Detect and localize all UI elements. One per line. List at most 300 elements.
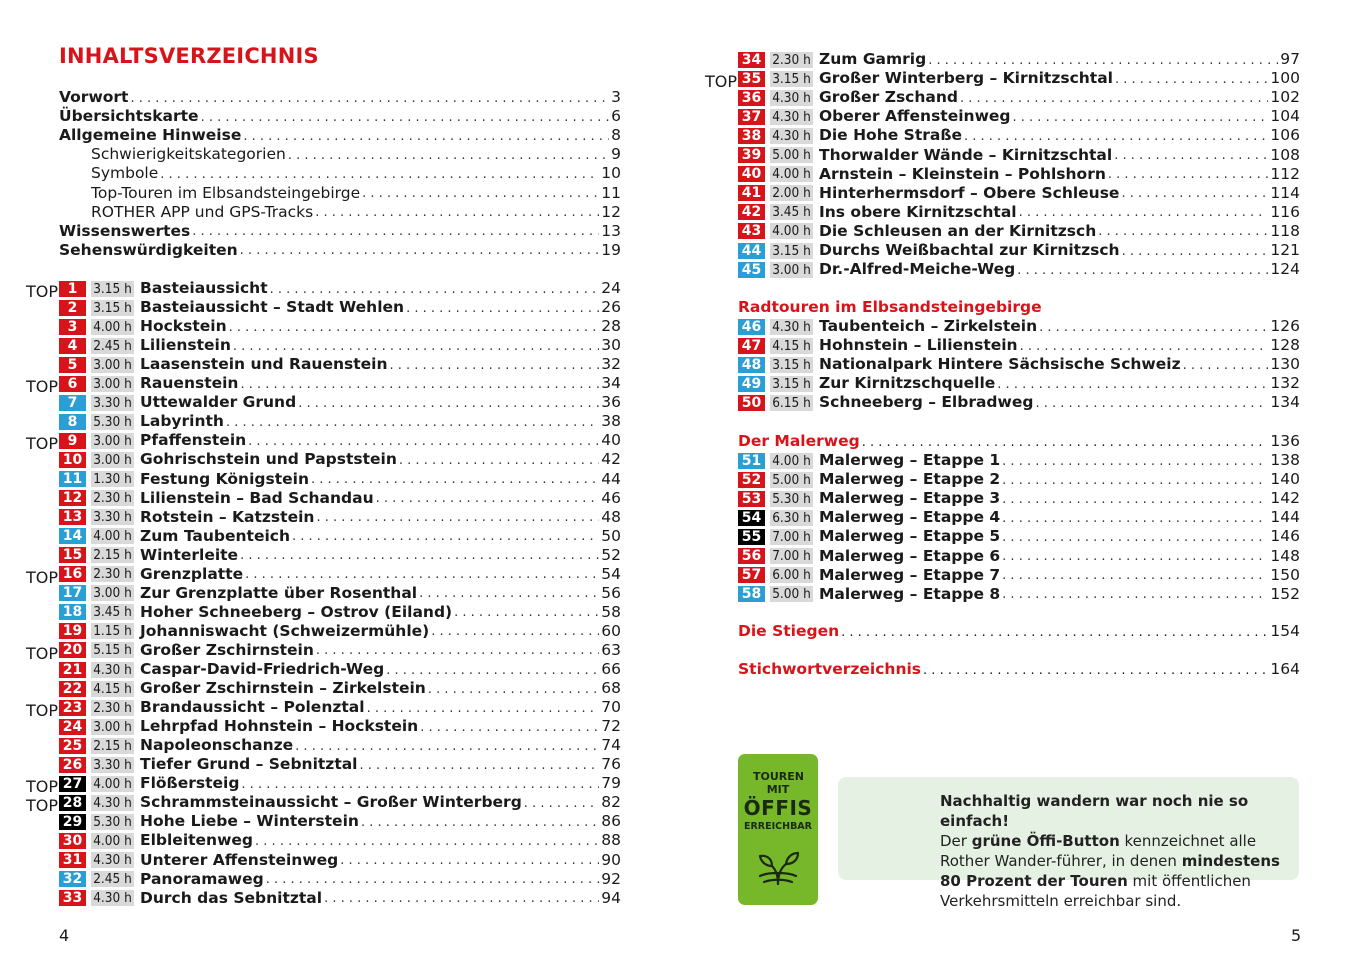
tour-row[interactable] [738, 585, 1300, 604]
tour-number: 55 [738, 529, 765, 545]
tour-number: 36 [738, 90, 765, 106]
leader-dots [376, 488, 600, 508]
tour-row[interactable] [59, 755, 621, 774]
tour-duration: 3.15 h [770, 357, 813, 373]
tour-name: Oberer Affensteinweg [819, 107, 1011, 126]
tour-row[interactable] [59, 641, 621, 660]
tour-number: 57 [738, 567, 765, 583]
tour-page: 148 [1270, 546, 1300, 565]
front-sub-item[interactable] [91, 145, 621, 164]
malerweg-heading-label: Der Malerweg [738, 432, 860, 450]
tour-name: Schrammsteinaussicht – Großer Winterberg [140, 793, 522, 812]
tour-duration: 1.30 h [91, 471, 134, 487]
front-sub-item-page: 10 [601, 164, 621, 183]
stiegen-heading[interactable] [738, 622, 1300, 641]
leader-dots [1035, 393, 1268, 413]
tour-row[interactable] [59, 698, 621, 717]
leader-dots [240, 374, 599, 394]
stiegen-heading-label: Die Stiegen [738, 622, 840, 640]
tour-number: 9 [59, 433, 86, 449]
tour-page: 142 [1270, 489, 1300, 508]
info-bold-part: mindestens 80 Prozent der Touren [940, 852, 1280, 890]
front-sub-item[interactable] [91, 164, 621, 183]
tour-row[interactable] [738, 69, 1300, 88]
tour-name: Hohe Liebe – Winterstein [140, 812, 359, 831]
tour-row[interactable] [738, 336, 1300, 355]
tour-duration: 7.00 h [770, 548, 813, 564]
tour-row[interactable] [59, 279, 621, 298]
tour-number: 37 [738, 109, 765, 125]
tour-page: 90 [601, 850, 621, 869]
leader-dots [298, 393, 599, 413]
tour-page: 48 [601, 507, 621, 526]
tour-row[interactable] [738, 527, 1300, 546]
tour-row[interactable] [738, 489, 1300, 508]
front-item[interactable] [59, 126, 621, 145]
top-badge: TOP [26, 796, 59, 816]
tour-name: Malerweg – Etappe 1 [819, 451, 1001, 469]
tour-number: 52 [738, 472, 765, 488]
tour-number: 7 [59, 395, 86, 411]
leader-dots [324, 888, 599, 908]
tour-page: 58 [601, 602, 621, 621]
tour-row[interactable] [738, 165, 1300, 184]
tour-page: 36 [601, 393, 621, 412]
tour-duration: 5.30 h [91, 414, 134, 430]
leader-dots [315, 202, 599, 222]
tour-page: 63 [601, 640, 621, 659]
tour-name: Zur Kirnitzschquelle [819, 374, 996, 393]
index-heading-label: Stichwortverzeichnis [738, 660, 922, 678]
tour-row[interactable] [59, 584, 621, 603]
front-sub-item-page: 12 [601, 202, 621, 221]
tour-name: Durchs Weißbachtal zur Kirnitzsch [819, 241, 1120, 259]
tour-number: 19 [59, 623, 86, 639]
tour-row[interactable] [738, 547, 1300, 566]
info-text-part: kennzeichnet alle Rother Wander-führer, in denen [940, 832, 1257, 870]
tour-page: 46 [601, 488, 621, 507]
tour-page: 118 [1270, 221, 1300, 240]
tour-row[interactable] [59, 298, 621, 317]
front-item-page: 8 [611, 126, 621, 145]
tour-number: 47 [738, 338, 765, 354]
tour-row[interactable] [59, 679, 621, 698]
tour-number: 32 [59, 871, 86, 887]
tour-row[interactable] [738, 355, 1300, 374]
tour-page: 112 [1270, 164, 1300, 183]
front-sub-item-label: Top-Touren im Elbsandsteingebirge [91, 183, 361, 202]
tour-row[interactable] [59, 831, 621, 850]
tour-page: 68 [601, 679, 621, 698]
tour-number: 35 [738, 71, 765, 87]
tour-number: 3 [59, 319, 86, 335]
tour-row[interactable] [59, 870, 621, 889]
tour-row[interactable] [59, 622, 621, 641]
tour-row[interactable] [738, 146, 1300, 165]
tour-row[interactable] [738, 260, 1300, 279]
tour-duration: 3.15 h [770, 376, 813, 392]
tour-number: 49 [738, 376, 765, 392]
top-badge: TOP [26, 434, 59, 454]
leader-dots [964, 126, 1268, 146]
front-item-label: Allgemeine Hinweise [59, 126, 242, 145]
tour-row[interactable] [738, 222, 1300, 241]
tour-duration: 4.30 h [91, 890, 134, 906]
tour-name: Lilienstein – Bad Schandau [140, 488, 374, 507]
tour-number: 41 [738, 185, 765, 201]
tour-name: Malerweg – Etappe 6 [819, 546, 1001, 565]
page-number-left: 4 [59, 926, 70, 945]
tour-duration: 3.30 h [91, 509, 134, 525]
tour-duration: 4.30 h [91, 852, 134, 868]
front-sub-item-page: 11 [601, 183, 621, 202]
leader-dots [229, 317, 600, 337]
tour-duration: 3.00 h [91, 357, 134, 373]
tour-row[interactable] [738, 184, 1300, 203]
tour-row[interactable] [738, 470, 1300, 489]
leader-dots [201, 107, 610, 127]
tour-number: 46 [738, 319, 765, 335]
leader-dots [1019, 202, 1269, 222]
front-item-page: 13 [601, 221, 621, 240]
front-sub-item[interactable] [91, 184, 621, 203]
tour-duration: 2.30 h [770, 52, 813, 68]
tour-number: 56 [738, 548, 765, 564]
tour-name: Großer Zschand [819, 88, 958, 107]
tour-number: 48 [738, 357, 765, 373]
tour-row[interactable] [738, 50, 1300, 69]
tour-duration: 2.15 h [91, 547, 134, 563]
tour-number: 12 [59, 490, 86, 506]
tour-row[interactable] [59, 470, 621, 489]
tour-name: Durch das Sebnitztal [140, 888, 323, 907]
oeffi-badge [738, 754, 818, 905]
tour-duration: 3.15 h [91, 281, 134, 297]
leader-dots [240, 545, 599, 565]
tour-number: 2 [59, 300, 86, 316]
tour-page: 144 [1270, 508, 1300, 527]
tour-row[interactable] [59, 393, 621, 412]
tour-duration: 3.30 h [91, 757, 134, 773]
tour-row[interactable] [738, 508, 1300, 527]
leader-dots [406, 298, 599, 318]
tour-row[interactable] [59, 431, 621, 450]
tour-number: 40 [738, 166, 765, 182]
tour-page: 150 [1270, 565, 1300, 584]
tour-number: 21 [59, 662, 86, 678]
tour-page: 82 [601, 793, 621, 812]
front-sub-item-page: 9 [611, 145, 621, 164]
leader-dots [1002, 451, 1268, 471]
tour-duration: 3.00 h [770, 262, 813, 278]
leader-dots [362, 183, 599, 203]
tour-row[interactable] [59, 717, 621, 736]
tour-duration: 3.00 h [91, 452, 134, 468]
tour-duration: 1.15 h [91, 623, 134, 639]
tour-number: 18 [59, 604, 86, 620]
tour-duration: 2.15 h [91, 738, 134, 754]
info-box [838, 777, 1299, 910]
tour-number: 29 [59, 814, 86, 830]
leader-dots [367, 698, 600, 718]
tour-number: 23 [59, 700, 86, 716]
tour-number: 58 [738, 586, 765, 602]
tour-row[interactable] [738, 107, 1300, 126]
leader-dots [1039, 317, 1268, 337]
leader-dots [316, 507, 599, 527]
tour-number: 13 [59, 509, 86, 525]
tour-row[interactable] [59, 317, 621, 336]
leader-dots [295, 736, 599, 756]
top-badge: TOP [26, 282, 59, 301]
tour-row[interactable] [738, 126, 1300, 145]
tour-row[interactable] [738, 393, 1300, 412]
tour-page: 54 [601, 564, 621, 583]
leader-dots [316, 640, 599, 660]
leader-dots [1114, 145, 1268, 165]
leader-dots [241, 774, 599, 794]
tour-page: 152 [1270, 584, 1300, 603]
tour-duration: 3.00 h [91, 376, 134, 392]
tour-row[interactable] [59, 851, 621, 870]
front-item-page: 6 [611, 107, 621, 126]
tour-page: 50 [601, 526, 621, 545]
leader-dots [248, 431, 599, 451]
tour-page: 34 [601, 374, 621, 393]
leader-dots [361, 812, 599, 832]
tour-row[interactable] [59, 793, 621, 812]
tour-name: Uttewalder Grund [140, 393, 297, 412]
bike-heading-label: Radtouren im Elbsandsteingebirge [738, 298, 1042, 316]
tour-row[interactable] [738, 566, 1300, 585]
tour-name: Malerweg – Etappe 2 [819, 470, 1001, 489]
tour-row[interactable] [59, 889, 621, 908]
front-item[interactable] [59, 107, 621, 126]
tour-name: Ins obere Kirnitzschtal [819, 202, 1017, 221]
index-heading[interactable] [738, 660, 1300, 679]
front-sub-item[interactable] [91, 203, 621, 222]
badge-line-2: ÖFFIS [743, 796, 813, 820]
tour-duration: 3.00 h [91, 433, 134, 449]
bike-heading[interactable] [738, 298, 1042, 317]
tour-name: Malerweg – Etappe 3 [819, 489, 1001, 508]
tour-duration: 3.00 h [91, 585, 134, 601]
right-page [679, 0, 1359, 969]
tour-duration: 6.00 h [770, 567, 813, 583]
tour-duration: 5.00 h [770, 147, 813, 163]
tour-number: 16 [59, 566, 86, 582]
tour-duration: 2.30 h [91, 490, 134, 506]
tour-page: 42 [601, 450, 621, 469]
tour-number: 31 [59, 852, 86, 868]
front-item[interactable] [59, 241, 621, 260]
tour-row[interactable] [59, 374, 621, 393]
tour-row[interactable] [59, 412, 621, 431]
tour-page: 130 [1270, 355, 1300, 374]
front-item[interactable] [59, 222, 621, 241]
tour-number: 54 [738, 510, 765, 526]
tour-page: 116 [1270, 202, 1300, 221]
front-item[interactable] [59, 88, 621, 107]
tour-row[interactable] [738, 241, 1300, 260]
tour-row[interactable] [738, 317, 1300, 336]
tour-number: 15 [59, 547, 86, 563]
tour-row[interactable] [59, 603, 621, 622]
leader-dots [1122, 241, 1269, 261]
tour-name: Lehrpfad Hohnstein – Hockstein [140, 717, 419, 736]
tour-row[interactable] [59, 774, 621, 793]
tour-name: Die Hohe Straße [819, 126, 962, 145]
tour-duration: 3.15 h [770, 243, 813, 259]
tour-row[interactable] [59, 355, 621, 374]
front-item-label: Sehenswürdigkeiten [59, 240, 238, 259]
leader-dots [1002, 470, 1268, 490]
top-badge: TOP [26, 377, 59, 397]
tour-row[interactable] [59, 508, 621, 527]
tour-page: 132 [1270, 374, 1300, 393]
tour-duration: 5.15 h [91, 642, 134, 658]
tour-number: 5 [59, 357, 86, 373]
leader-dots [1002, 489, 1268, 509]
tour-page: 24 [601, 279, 621, 297]
tour-duration: 4.15 h [770, 338, 813, 354]
tour-number: 39 [738, 147, 765, 163]
tour-duration: 5.30 h [770, 491, 813, 507]
tour-name: Großer Zschirnstein [140, 640, 314, 659]
tour-name: Caspar-David-Friedrich-Weg [140, 660, 385, 678]
tour-row[interactable] [59, 546, 621, 565]
tour-number: 30 [59, 833, 86, 849]
leader-dots [192, 221, 599, 241]
tour-duration: 4.00 h [91, 528, 134, 544]
tour-row[interactable] [59, 527, 621, 546]
tour-row[interactable] [59, 660, 621, 679]
tour-page: 124 [1270, 260, 1300, 279]
leader-dots [420, 717, 599, 737]
tour-page: 38 [601, 412, 621, 431]
tour-row[interactable] [59, 812, 621, 831]
tour-row[interactable] [738, 203, 1300, 222]
tour-duration: 3.45 h [91, 604, 134, 620]
tour-duration: 2.00 h [770, 185, 813, 201]
leader-dots [928, 50, 1278, 70]
tour-page: 106 [1270, 126, 1300, 145]
tour-name: Zum Gamrig [819, 50, 927, 68]
left-page [0, 0, 679, 969]
tour-duration: 4.00 h [91, 833, 134, 849]
front-item-label: Vorwort [59, 88, 129, 106]
front-item-page: 19 [601, 240, 621, 259]
leader-dots [311, 469, 599, 489]
tour-name: Unterer Affensteinweg [140, 850, 339, 869]
leader-dots [419, 583, 599, 603]
tour-name: Zum Taubenteich [140, 526, 290, 545]
tour-row[interactable] [738, 88, 1300, 107]
malerweg-heading[interactable] [738, 432, 1300, 451]
tour-row[interactable] [59, 336, 621, 355]
tour-name: Brandaussicht – Polenztal [140, 698, 365, 717]
tour-duration: 3.45 h [770, 204, 813, 220]
tour-name: Schneeberg – Elbradweg [819, 393, 1034, 412]
leader-dots [960, 88, 1268, 108]
tour-name: Hockstein [140, 317, 227, 336]
leader-dots [1115, 69, 1268, 89]
leader-dots [1183, 355, 1269, 375]
tour-page: 56 [601, 583, 621, 602]
leader-dots [1020, 336, 1269, 356]
tour-number: 33 [59, 890, 86, 906]
stiegen-heading-page: 154 [1270, 622, 1300, 640]
tour-page: 97 [1280, 50, 1300, 68]
tour-name: Elbleitenweg [140, 831, 254, 850]
tour-duration: 5.30 h [91, 814, 134, 830]
leader-dots [1098, 221, 1268, 241]
tour-name: Gohrischstein und Papststein [140, 450, 397, 469]
tour-number: 11 [59, 471, 86, 487]
tour-name: Pfaffenstein [140, 431, 247, 450]
tour-row[interactable] [59, 489, 621, 508]
tour-name: Taubenteich – Zirkelstein [819, 317, 1038, 335]
leader-dots [255, 831, 599, 851]
tour-duration: 4.30 h [770, 128, 813, 144]
tour-row[interactable] [59, 736, 621, 755]
top-badge: TOP [26, 777, 59, 797]
tour-number: 27 [59, 776, 86, 792]
tour-row[interactable] [59, 450, 621, 469]
leader-dots [240, 240, 600, 260]
leader-dots [841, 622, 1268, 642]
tour-duration: 4.00 h [91, 776, 134, 792]
leader-dots [1013, 107, 1269, 127]
tour-page: 121 [1270, 241, 1300, 259]
tour-name: Großer Zschirnstein – Zirkelstein [140, 679, 426, 698]
tour-row[interactable] [738, 451, 1300, 470]
tour-page: 114 [1270, 183, 1300, 202]
tour-page: 30 [601, 336, 621, 355]
tour-row[interactable] [59, 565, 621, 584]
tour-number: 51 [738, 453, 765, 469]
tour-page: 28 [601, 317, 621, 336]
leader-dots [266, 869, 600, 889]
leader-dots [130, 88, 609, 108]
tour-page: 72 [601, 717, 621, 736]
tour-duration: 4.00 h [770, 166, 813, 182]
tour-name: Johanniswacht (Schweizermühle) [140, 621, 430, 640]
tour-number: 53 [738, 491, 765, 507]
front-item-page: 3 [611, 88, 621, 106]
tour-name: Winterleite [140, 545, 239, 564]
tour-name: Hinterhermsdorf – Obere Schleuse [819, 183, 1120, 202]
leader-dots [360, 755, 600, 775]
leader-dots [923, 660, 1268, 680]
leader-dots [1017, 260, 1268, 280]
tour-number: 24 [59, 719, 86, 735]
tour-name: Malerweg – Etappe 5 [819, 527, 1001, 546]
leader-dots [245, 564, 599, 584]
tour-page: 104 [1270, 107, 1300, 126]
tour-number: 25 [59, 738, 86, 754]
tour-duration: 3.30 h [91, 395, 134, 411]
tour-name: Rotstein – Katzstein [140, 507, 315, 526]
top-badge: TOP [26, 567, 59, 587]
tour-duration: 6.15 h [770, 395, 813, 411]
tour-row[interactable] [738, 374, 1300, 393]
tour-name: Malerweg – Etappe 8 [819, 584, 1001, 603]
front-item-label: Wissenswertes [59, 221, 191, 240]
top-badge: TOP [705, 72, 738, 92]
tour-duration: 2.45 h [91, 871, 134, 887]
tour-duration: 4.30 h [770, 319, 813, 335]
